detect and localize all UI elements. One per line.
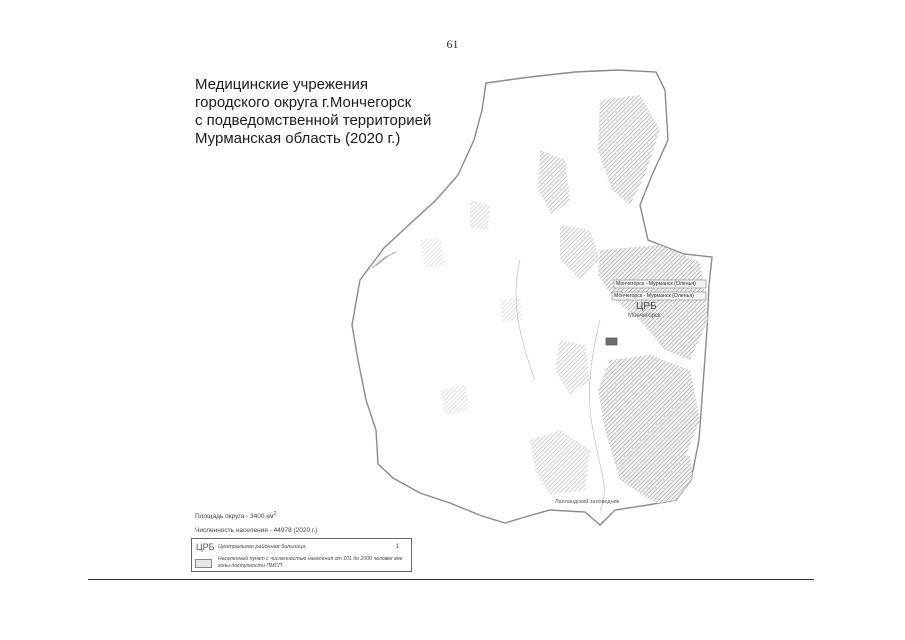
map-title-line-1: Медицинские учрежения [195,76,369,93]
legend-settlement-swatch [195,559,212,568]
map-title-line-2: городского округа г.Мончегорск [195,94,412,111]
legend-hospital-count: 1 [395,544,399,550]
legend-hospital-symbol: ЦРБ [196,542,215,552]
area-stat [195,507,317,524]
legend-settlement-text: Населенный пункт с численностью населения от 101 до 2000 человек вне зоны доступности ПМСП [218,556,403,569]
reserve-label: Лапландский заповедник [555,499,620,505]
district-stats [195,507,317,538]
area-stat-unit-sup: 2 [273,511,277,517]
map-legend [191,538,412,572]
footer-rule [88,579,814,580]
road-label-lower: Мончегорск - Мурманск (Оленья) [614,293,694,299]
map-title-line-4: Мурманская область (2020 г.) [195,130,401,147]
population-stat: Численность населения - 44978 (2020 г.) [195,527,318,535]
hospital-city-label: Мончегорск [628,313,661,319]
settlement-marker [606,338,617,345]
page-number: 61 [446,37,459,51]
hospital-label: ЦРБ [636,301,657,312]
legend-hospital-text: Центральная районная больница [218,544,306,550]
road-label-upper: Мончегорск - Мурманск (Оленья) [616,281,696,287]
area-stat-text: Площадь округа - 3400 км [195,513,274,521]
map-title-line-3: с подведомственной территорией [195,112,432,129]
